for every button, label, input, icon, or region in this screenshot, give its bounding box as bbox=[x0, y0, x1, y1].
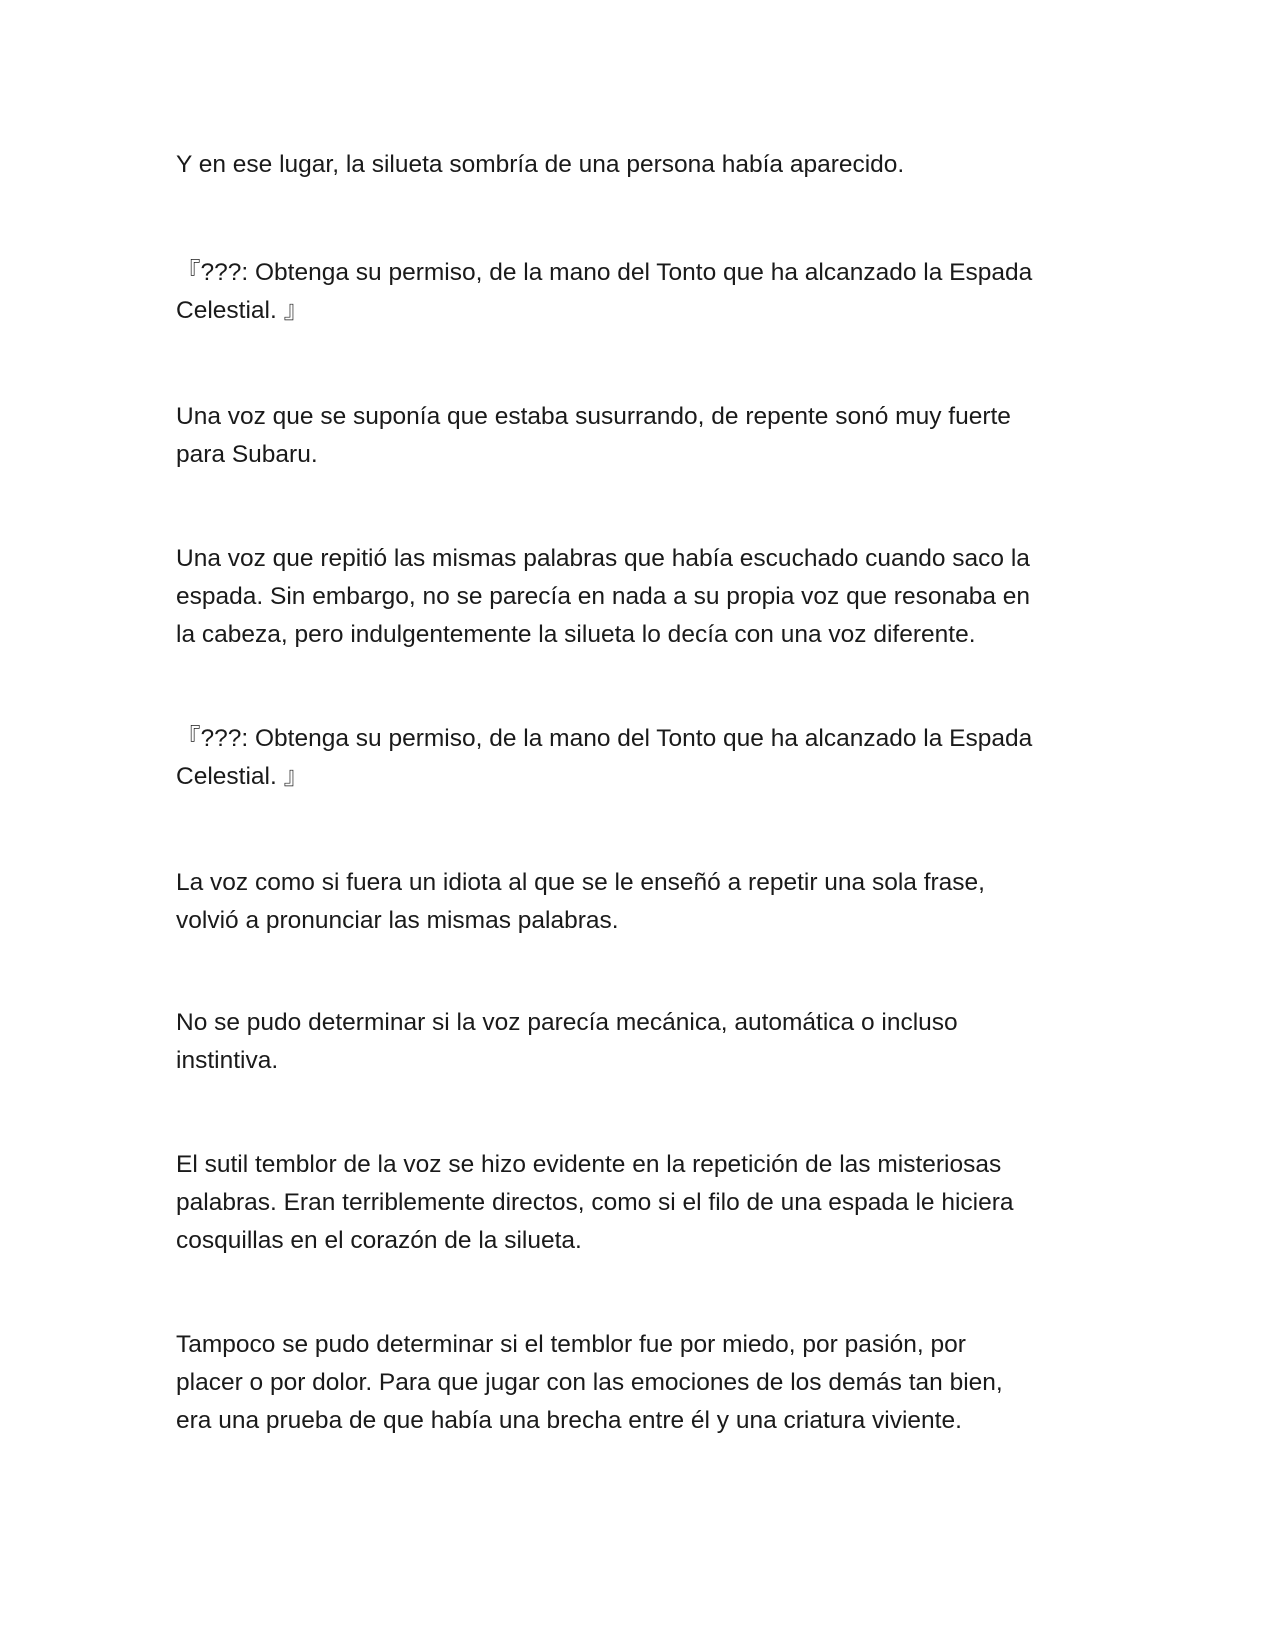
text-line: No se pudo determinar si la voz parecía mecánica, automática o incluso bbox=[176, 1009, 958, 1036]
paragraph-5-dialogue bbox=[176, 720, 1106, 796]
text-line: para Subaru. bbox=[176, 441, 318, 468]
text-line: Una voz que repitió las mismas palabras que había escuchado cuando saco la bbox=[176, 545, 1030, 572]
text-line: instintiva. bbox=[176, 1047, 279, 1074]
text-line: placer o por dolor. Para que jugar con las emociones de los demás tan bien, bbox=[176, 1369, 1003, 1396]
text-line: La voz como si fuera un idiota al que se le enseñó a repetir una sola frase, bbox=[176, 869, 985, 896]
text-line: Una voz que se suponía que estaba susurrando, de repente sonó muy fuerte bbox=[176, 403, 1011, 430]
text-line: Y en ese lugar, la silueta sombría de una persona había aparecido. bbox=[176, 151, 905, 178]
text-line: 『???: Obtenga su permiso, de la mano del Tonto que ha alcanzado la Espada bbox=[176, 259, 1033, 286]
text-line: palabras. Eran terriblemente directos, como si el filo de una espada le hiciera bbox=[176, 1189, 1014, 1216]
paragraph-4 bbox=[176, 540, 1106, 654]
text-line: El sutil temblor de la voz se hizo evidente en la repetición de las misteriosas bbox=[176, 1151, 1002, 1178]
paragraph-9 bbox=[176, 1326, 1106, 1440]
paragraph-8 bbox=[176, 1146, 1106, 1260]
paragraph-6 bbox=[176, 864, 1106, 940]
text-line: era una prueba de que había una brecha entre él y una criatura viviente. bbox=[176, 1407, 962, 1434]
text-line: cosquillas en el corazón de la silueta. bbox=[176, 1227, 582, 1254]
paragraph-1 bbox=[176, 146, 1106, 184]
text-line: Tampoco se pudo determinar si el temblor fue por miedo, por pasión, por bbox=[176, 1331, 966, 1358]
text-line: volvió a pronunciar las mismas palabras. bbox=[176, 907, 619, 934]
text-line: espada. Sin embargo, no se parecía en nada a su propia voz que resonaba en bbox=[176, 583, 1031, 610]
text-line: Celestial. 』 bbox=[176, 297, 309, 324]
paragraph-3 bbox=[176, 398, 1106, 474]
text-line: Celestial. 』 bbox=[176, 763, 309, 790]
text-line: la cabeza, pero indulgentemente la silueta lo decía con una voz diferente. bbox=[176, 621, 976, 648]
paragraph-2-dialogue bbox=[176, 254, 1106, 330]
paragraph-7 bbox=[176, 1004, 1106, 1080]
text-line: 『???: Obtenga su permiso, de la mano del Tonto que ha alcanzado la Espada bbox=[176, 725, 1033, 752]
